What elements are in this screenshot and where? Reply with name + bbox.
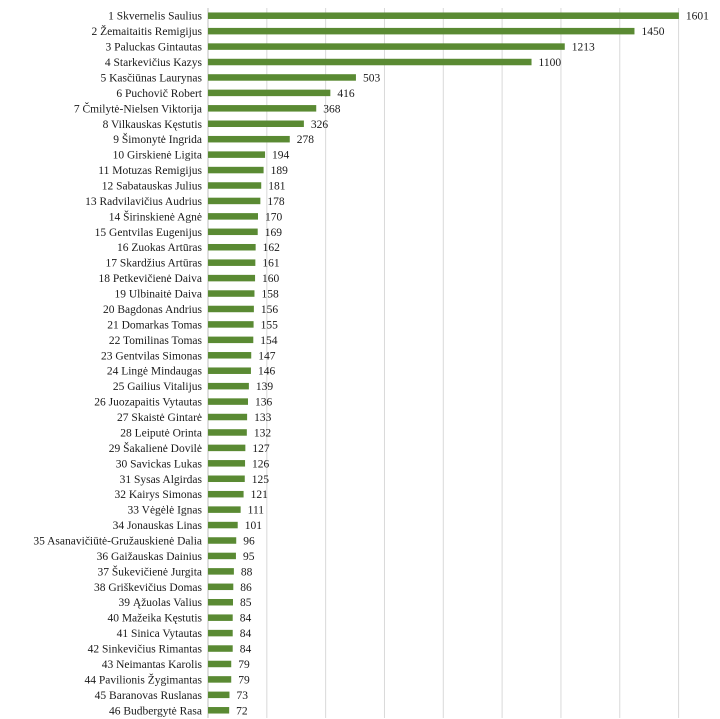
bar <box>208 491 244 498</box>
bar <box>208 198 260 205</box>
category-label: 43 Neimantas Karolis <box>101 658 202 671</box>
bar <box>208 630 233 637</box>
category-label: 39 Ąžuolas Valius <box>118 597 202 610</box>
data-label: 85 <box>240 597 252 610</box>
bar <box>208 707 229 714</box>
bar <box>208 74 356 81</box>
bar <box>208 213 258 220</box>
data-label: 1100 <box>538 57 562 70</box>
category-label: 11 Motuzas Remigijus <box>98 165 202 178</box>
data-label: 127 <box>252 442 270 455</box>
bar <box>208 43 565 50</box>
data-label: 181 <box>268 180 286 193</box>
data-label: 368 <box>323 103 341 116</box>
bar <box>208 244 256 251</box>
bar <box>208 167 264 174</box>
data-label: 503 <box>362 72 381 85</box>
data-label: 136 <box>255 396 273 409</box>
category-label: 28 Leiputė Orinta <box>120 427 202 440</box>
bar <box>208 28 634 35</box>
bar <box>208 692 229 699</box>
data-label: 133 <box>254 412 272 425</box>
category-label: 22 Tomilinas Tomas <box>108 334 202 347</box>
data-label: 79 <box>238 658 250 671</box>
bar <box>208 445 245 452</box>
data-label: 1213 <box>571 41 595 54</box>
data-label: 95 <box>242 550 255 563</box>
bar <box>208 90 330 97</box>
data-label: 84 <box>239 612 252 625</box>
data-label: 156 <box>260 303 279 316</box>
data-label: 1450 <box>641 26 665 39</box>
bar <box>208 383 249 390</box>
category-label: 45 Baranovas Ruslanas <box>94 689 202 702</box>
bar <box>208 229 258 236</box>
bar <box>208 476 245 483</box>
data-label: 160 <box>262 273 280 286</box>
data-label: 72 <box>236 705 248 718</box>
data-label: 126 <box>252 458 270 471</box>
data-label: 154 <box>260 334 278 347</box>
category-label: 33 Vėgėlė Ignas <box>127 504 202 517</box>
bar <box>208 121 304 128</box>
category-label: 18 Petkevičienė Daiva <box>98 273 202 286</box>
category-label: 1 Skvernelis Saulius <box>108 10 202 23</box>
data-label: 86 <box>240 581 252 594</box>
data-label: 125 <box>251 473 270 486</box>
bar <box>208 136 290 143</box>
bar <box>208 398 248 405</box>
data-label: 111 <box>247 504 265 517</box>
bar <box>208 367 251 374</box>
category-label: 16 Zuokas Artūras <box>117 242 202 255</box>
category-label: 37 Šukevičienė Jurgita <box>97 566 202 579</box>
bar <box>208 182 261 189</box>
category-label: 35 Asanavičiūtė-Gružauskienė Dalia <box>33 535 202 548</box>
bar <box>208 460 245 467</box>
data-label: 170 <box>265 211 283 224</box>
category-label: 26 Juozapaitis Vytautas <box>94 396 202 409</box>
category-label: 8 Vilkauskas Kęstutis <box>102 118 202 131</box>
data-label: 158 <box>261 288 279 301</box>
category-label: 9 Šimonytė Ingrida <box>113 134 202 147</box>
data-label: 132 <box>253 427 272 440</box>
data-label: 84 <box>239 628 252 641</box>
category-label: 5 Kasčiūnas Laurynas <box>100 72 202 85</box>
category-label: 7 Čmilytė-Nielsen Viktorija <box>73 103 202 116</box>
category-label: 6 Puchovič Robert <box>116 87 202 100</box>
bar <box>208 429 247 436</box>
bar <box>208 12 679 19</box>
bar <box>208 275 255 282</box>
category-label: 2 Žemaitaitis Remigijus <box>91 26 202 39</box>
bar <box>208 321 254 328</box>
data-label: 96 <box>243 535 255 548</box>
category-label: 36 Gaižauskas Dainius <box>96 550 202 563</box>
data-label: 278 <box>296 134 315 147</box>
category-label: 29 Šakalienė Dovilė <box>108 442 202 455</box>
category-label: 19 Ulbinaitė Daiva <box>114 288 202 301</box>
category-label: 30 Savickas Lukas <box>115 458 202 471</box>
data-label: 101 <box>244 520 262 533</box>
category-label: 32 Kairys Simonas <box>114 489 202 502</box>
category-label: 15 Gentvilas Eugenijus <box>94 226 202 239</box>
bar <box>208 337 253 344</box>
data-label: 161 <box>262 257 280 270</box>
category-label: 40 Mažeika Kęstutis <box>107 612 202 625</box>
bar <box>208 645 233 652</box>
category-label: 34 Jonauskas Linas <box>112 520 202 533</box>
category-label: 14 Širinskienė Agnė <box>108 211 202 224</box>
data-label: 146 <box>257 365 276 378</box>
category-label: 17 Skardžius Artūras <box>105 257 202 270</box>
data-label: 416 <box>337 87 355 100</box>
bar <box>208 614 233 621</box>
bar <box>208 584 233 591</box>
bar <box>208 306 254 313</box>
category-label: 44 Pavilionis Žygimantas <box>84 674 202 687</box>
category-label: 13 Radvilavičius Audrius <box>85 195 202 208</box>
value-labels <box>236 11 709 718</box>
bar <box>208 676 231 683</box>
data-label: 88 <box>240 566 253 579</box>
category-label: 38 Griškevičius Domas <box>94 581 202 594</box>
bar <box>208 259 255 266</box>
category-label: 12 Sabatauskas Julius <box>101 180 202 193</box>
category-label: 21 Domarkas Tomas <box>107 319 202 332</box>
data-label: 84 <box>239 643 252 656</box>
data-label: 169 <box>264 226 282 239</box>
bar <box>208 506 241 513</box>
category-label: 24 Lingė Mindaugas <box>106 365 202 378</box>
bar <box>208 553 236 560</box>
bar <box>208 599 233 606</box>
category-label: 31 Sysas Algirdas <box>119 473 202 486</box>
category-label: 46 Budbergytė Rasa <box>108 705 202 718</box>
bar <box>208 352 251 359</box>
data-label: 326 <box>310 118 329 131</box>
category-label: 42 Sinkevičius Rimantas <box>87 643 202 656</box>
category-label: 25 Gailius Vitalijus <box>112 381 202 394</box>
data-label: 139 <box>255 381 274 394</box>
category-label: 10 Girskienė Ligita <box>112 149 202 162</box>
category-label: 4 Starkevičius Kazys <box>104 57 202 70</box>
bar <box>208 105 316 112</box>
bar <box>208 290 254 297</box>
data-label: 178 <box>267 195 285 208</box>
data-label: 121 <box>250 489 268 502</box>
gridlines <box>208 8 679 718</box>
bar <box>208 59 532 66</box>
category-label: 27 Skaistė Gintarė <box>117 412 202 425</box>
category-label: 41 Sinica Vytautas <box>116 628 202 641</box>
bar <box>208 414 247 421</box>
data-label: 73 <box>236 689 248 702</box>
bar <box>208 568 234 575</box>
bar <box>208 151 265 158</box>
data-label: 79 <box>238 674 250 687</box>
data-label: 147 <box>258 350 276 363</box>
bar <box>208 661 231 668</box>
data-label: 1601 <box>685 10 709 23</box>
category-label: 3 Paluckas Gintautas <box>105 41 202 54</box>
data-label: 162 <box>262 242 280 255</box>
category-label: 23 Gentvilas Simonas <box>101 350 202 363</box>
category-labels <box>33 11 202 718</box>
data-label: 194 <box>272 149 290 162</box>
data-label: 189 <box>270 165 288 178</box>
bar <box>208 537 236 544</box>
data-label: 155 <box>260 319 278 332</box>
category-label: 20 Bagdonas Andrius <box>102 303 202 316</box>
bar <box>208 522 238 529</box>
